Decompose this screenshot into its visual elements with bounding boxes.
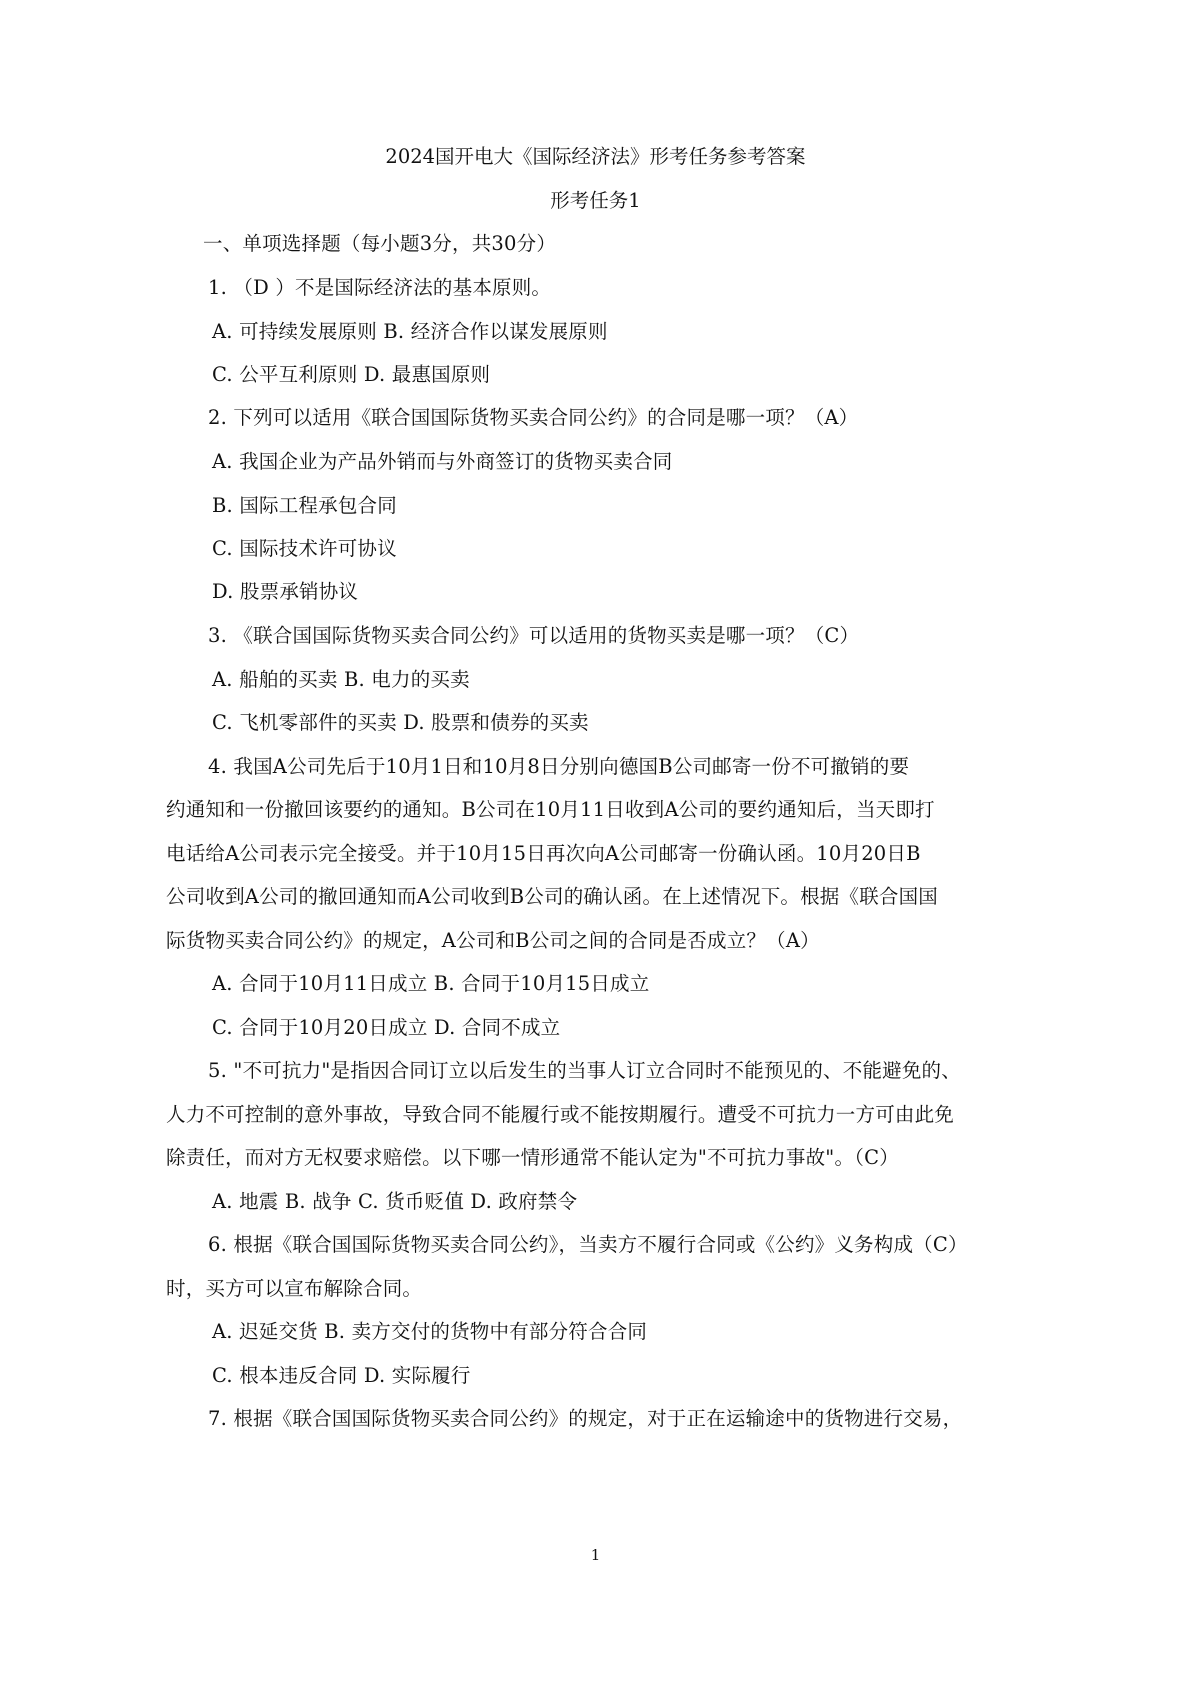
question-4-stem-line-5: 际货物买卖合同公约》的规定，A公司和B公司之间的合同是否成立？（A） [166,929,820,952]
question-4-options-line-1: A. 合同于10月11日成立 B. 合同于10月15日成立 [212,972,650,995]
question-2-option-a: A. 我国企业为产品外销而与外商签订的货物买卖合同 [212,450,673,473]
question-2-option-d: D. 股票承销协议 [212,580,359,603]
task-heading: 形考任务1 [550,189,641,212]
question-6-options-line-2: C. 根本违反合同 D. 实际履行 [212,1364,471,1387]
question-5-stem-line-1: 5. "不可抗力"是指因合同订立以后发生的当事人订立合同时不能预见的、不能避免的、 [208,1059,961,1082]
question-1-options-line-1: A. 可持续发展原则 B. 经济合作以谋发展原则 [212,320,608,343]
question-3-stem: 3. 《联合国国际货物买卖合同公约》可以适用的货物买卖是哪一项？（C） [208,624,860,647]
page-number: 1 [590,1546,601,1564]
question-3-options-line-2: C. 飞机零部件的买卖 D. 股票和债券的买卖 [212,711,589,734]
question-6-stem-line-2: 时，买方可以宣布解除合同。 [166,1277,423,1300]
question-4-stem-line-2: 约通知和一份撤回该要约的通知。B公司在10月11日收到A公司的要约通知后，当天即打 [166,798,935,821]
question-4-stem-line-1: 4. 我国A公司先后于10月1日和10月8日分别向德国B公司邮寄一份不可撤销的要 [208,755,910,778]
question-1-stem: 1. （D ）不是国际经济法的基本原则。 [208,276,552,299]
document-title: 2024国开电大《国际经济法》形考任务参考答案 [385,145,806,168]
question-2-option-c: C. 国际技术许可协议 [212,537,397,560]
question-7-stem-line-1: 7. 根据《联合国国际货物买卖合同公约》的规定，对于正在运输途中的货物进行交易， [208,1407,963,1430]
question-6-options-line-1: A. 迟延交货 B. 卖方交付的货物中有部分符合合同 [212,1320,648,1343]
question-4-stem-line-4: 公司收到A公司的撤回通知而A公司收到B公司的确认函。在上述情况下。根据《联合国国 [166,885,938,908]
section-heading: 一、单项选择题（每小题3分，共30分） [203,232,557,255]
question-3-options-line-1: A. 船舶的买卖 B. 电力的买卖 [212,668,470,691]
question-4-stem-line-3: 电话给A公司表示完全接受。并于10月15日再次向A公司邮寄一份确认函。10月20日B [166,842,921,865]
question-4-options-line-2: C. 合同于10月20日成立 D. 合同不成立 [212,1016,561,1039]
question-5-stem-line-3: 除责任，而对方无权要求赔偿。以下哪一情形通常不能认定为"不可抗力事故"。（C） [166,1146,899,1169]
question-2-stem: 2. 下列可以适用《联合国国际货物买卖合同公约》的合同是哪一项？（A） [208,406,859,429]
question-5-options-line-1: A. 地震 B. 战争 C. 货币贬值 D. 政府禁令 [212,1190,578,1213]
question-2-option-b: B. 国际工程承包合同 [212,494,397,517]
question-1-options-line-2: C. 公平互利原则 D. 最惠国原则 [212,363,491,386]
question-5-stem-line-2: 人力不可控制的意外事故，导致合同不能履行或不能按期履行。遭受不可抗力一方可由此免 [166,1103,955,1126]
question-6-stem-line-1: 6. 根据《联合国国际货物买卖合同公约》，当卖方不履行合同或《公约》义务构成（C） [208,1233,968,1256]
